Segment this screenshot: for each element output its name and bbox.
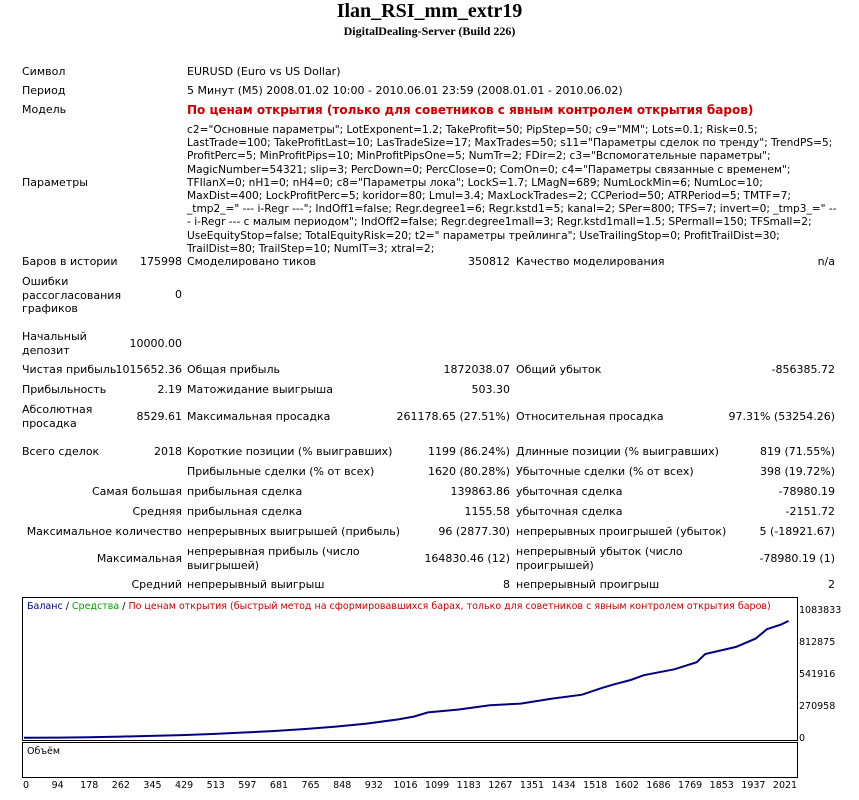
deposit-label: Начальный депозит [22, 330, 87, 357]
max-dd-value: 261178.65 (27.51%) [396, 410, 510, 423]
rel-dd-value: 97.31% (53254.26) [728, 410, 835, 423]
avg-profit-label: прибыльная сделка [187, 505, 303, 518]
net-label: Чистая прибыль [22, 363, 117, 376]
report-title: Ilan_RSI_mm_extr19 [336, 0, 523, 22]
maxcount-wins-value: 96 (2877.30) [438, 525, 510, 538]
long-label: Длинные позиции (% выигравших) [516, 445, 719, 458]
largest-loss-label: убыточная сделка [516, 485, 623, 498]
short-value: 1199 (86.24%) [427, 445, 510, 458]
avg-win-label: непрерывный выигрыш [187, 578, 325, 591]
largest-profit-value: 139863.86 [450, 485, 510, 498]
x-tick-1518: 1518 [583, 780, 608, 791]
x-tick-1351: 1351 [519, 780, 545, 791]
server-name: DigitalDealing-Server (Build 226) [343, 24, 516, 38]
maxcount-losses-value: 5 (-18921.67) [759, 525, 835, 538]
y-tick-1: 1083833 [799, 605, 842, 616]
loss-trades-label: Убыточные сделки (% от всех) [516, 465, 694, 478]
long-value: 819 (71.55%) [759, 445, 835, 458]
ticks-value: 350812 [468, 255, 510, 268]
bars-label: Баров в истории [22, 255, 118, 268]
expected-label: Матожидание выигрыша [187, 383, 333, 396]
pf-value: 2.19 [157, 383, 182, 396]
x-tick-345: 345 [143, 780, 162, 791]
y-tick-5: 0 [799, 733, 806, 744]
x-tick-2021: 2021 [772, 780, 798, 791]
y-tick-3: 541916 [799, 669, 836, 680]
symbol-label: Символ [22, 65, 66, 78]
short-label: Короткие позиции (% выигравших) [187, 445, 393, 458]
quality-value: n/a [817, 255, 835, 268]
x-tick-1853: 1853 [709, 780, 734, 791]
legend-model: По ценам открытия (быстрый метод на сформировавшихся барах, только для советников с явным контролем открытия баров) [128, 601, 771, 612]
bars-value: 175998 [140, 255, 182, 268]
avg-loss-label: убыточная сделка [516, 505, 623, 518]
y-tick-2: 812875 [799, 637, 836, 648]
gross-loss-value: -856385.72 [771, 363, 835, 376]
abs-dd-value: 8529.61 [136, 410, 182, 423]
params-value: c2="Основные параметры"; LotExponent=1.2; TakeProfit=50; PipStep=50; c9="MM"; Lots=0.1; Risk=0.5; LastTrade=100; TakeProfitLast=10; LasTradeSize=17; MaxTrades=50; s11="Параметры сделок по тренду"; TrendPS=5; ProfitPerc=5; MinProfitPips=10; MinProfitPipsOne=5; NumTr=2; FDir=2; c3="Вспомогательные параметры"; MagicNumber=54321; slip=3; PercDown=0; PercClose=0; ComOn=0; c4="Параметры связанные с временем"; TFIlanX=0; nH1=0; nH4=0; c8="Параметры лока"; LockS=1.7; LMagN=689; NumLockMin=6; NumLoc=10; MaxDist=400; LockProfitPerc=5; koridor=80; Lmul=3.4; MaxLockTrades=2; CCPeriod=50; ATRPeriod=5; TMTF=7; _tmp2_=" --- i-Regr ---"; IndOff1=false; Regr.degree1=6; Regr.kstd1=5; kanal=2; SPer=800; TFS=7; invert=0; _tmp3_=" --- i-Regr --- с малым периодом"; IndOff2=false; Regr.degree1mall=3; Regr.kstd1mall=1.5; SPermall=150; TFSmall=2; UseEquityStop=false; TotalEquityRisk=20; t2=" параметры трейлинга"; UseTrailingStop=0; ProfitTrailDist=30; TrailDist=80; TrailStep=10; NumIT=3; xtral=2; [187, 124, 837, 255]
avg-profit-value: 1155.58 [464, 505, 510, 518]
max-profit-value: 164830.46 (12) [424, 552, 510, 565]
period-label: Период [22, 84, 66, 97]
x-tick-932: 932 [364, 780, 383, 791]
maxcount-wins-label: непрерывных выигрышей (прибыль) [187, 525, 401, 538]
x-tick-262: 262 [111, 780, 130, 791]
max-label: Максимальная [96, 552, 182, 565]
deposit-value: 10000.00 [129, 337, 182, 350]
x-tick-178: 178 [80, 780, 99, 791]
balance-chart [22, 597, 798, 741]
x-tick-848: 848 [333, 780, 352, 791]
profit-trades-label: Прибыльные сделки (% от всех) [187, 465, 375, 478]
gross-profit-value: 1872038.07 [443, 363, 510, 376]
max-dd-label: Максимальная просадка [187, 410, 331, 423]
legend-equity: Средства [71, 601, 120, 612]
errors-value: 0 [175, 288, 182, 301]
balance-chart-plot [23, 598, 797, 740]
legend-sep-2: / [119, 601, 129, 612]
ticks-label: Смоделировано тиков [187, 255, 317, 268]
max-loss-label: непрерывный убыток (число проигрышей) [516, 545, 683, 572]
x-tick-1016: 1016 [393, 780, 418, 791]
avg-win-value: 8 [503, 578, 510, 591]
symbol-value: EURUSD (Euro vs US Dollar) [187, 65, 341, 78]
gross-loss-label: Общий убыток [516, 363, 602, 376]
average-label: Средняя [132, 505, 182, 518]
largest-label: Самая большая [91, 485, 182, 498]
avg-lose-label: непрерывный проигрыш [516, 578, 660, 591]
net-value: 1015652.36 [115, 363, 182, 376]
legend-sep-1: / [62, 601, 72, 612]
avg-loss-value: -2151.72 [785, 505, 835, 518]
errors-label: Ошибки рассогласования графиков [22, 275, 122, 315]
total-value: 2018 [154, 445, 182, 458]
expected-value: 503.30 [471, 383, 510, 396]
model-label: Модель [22, 103, 67, 116]
gross-profit-label: Общая прибыль [187, 363, 280, 376]
abs-dd-label: Абсолютная просадка [22, 403, 93, 430]
avg2-label: Средний [131, 578, 182, 591]
params-label: Параметры [22, 176, 88, 189]
period-value: 5 Минут (M5) 2008.01.02 10:00 - 2010.06.01 23:59 (2008.01.01 - 2010.06.02) [187, 84, 623, 97]
x-tick-1434: 1434 [551, 780, 576, 791]
x-tick-1686: 1686 [646, 780, 671, 791]
x-tick-1267: 1267 [488, 780, 513, 791]
x-tick-513: 513 [206, 780, 225, 791]
max-profit-label: непрерывная прибыль (число выигрышей) [187, 545, 360, 572]
model-value: По ценам открытия (только для советников с явным контролем открытия баров) [187, 103, 754, 117]
loss-trades-value: 398 (19.72%) [759, 465, 835, 478]
x-tick-94: 94 [51, 780, 64, 791]
y-tick-4: 270958 [799, 701, 836, 712]
x-tick-1769: 1769 [678, 780, 703, 791]
x-tick-1099: 1099 [425, 780, 450, 791]
max-loss-value: -78980.19 (1) [759, 552, 835, 565]
x-tick-1602: 1602 [614, 780, 639, 791]
balance-line [24, 621, 789, 738]
x-tick-0: 0 [22, 780, 30, 791]
volume-label: Объём [27, 746, 61, 757]
total-label: Всего сделок [22, 445, 100, 458]
x-tick-681: 681 [269, 780, 289, 791]
maxcount-label: Максимальное количество [26, 525, 182, 538]
x-tick-429: 429 [175, 780, 194, 791]
volume-panel [22, 742, 798, 778]
profit-trades-value: 1620 (80.28%) [427, 465, 510, 478]
x-tick-597: 597 [238, 780, 257, 791]
x-tick-765: 765 [301, 780, 320, 791]
largest-profit-label: прибыльная сделка [187, 485, 303, 498]
legend-balance: Баланс [27, 601, 63, 612]
x-tick-1183: 1183 [456, 780, 481, 791]
x-tick-1937: 1937 [741, 780, 766, 791]
avg-lose-value: 2 [828, 578, 835, 591]
rel-dd-label: Относительная просадка [516, 410, 664, 423]
maxcount-losses-label: непрерывных проигрышей (убыток) [516, 525, 727, 538]
pf-label: Прибыльность [22, 383, 107, 396]
quality-label: Качество моделирования [516, 255, 665, 268]
largest-loss-value: -78980.19 [778, 485, 835, 498]
